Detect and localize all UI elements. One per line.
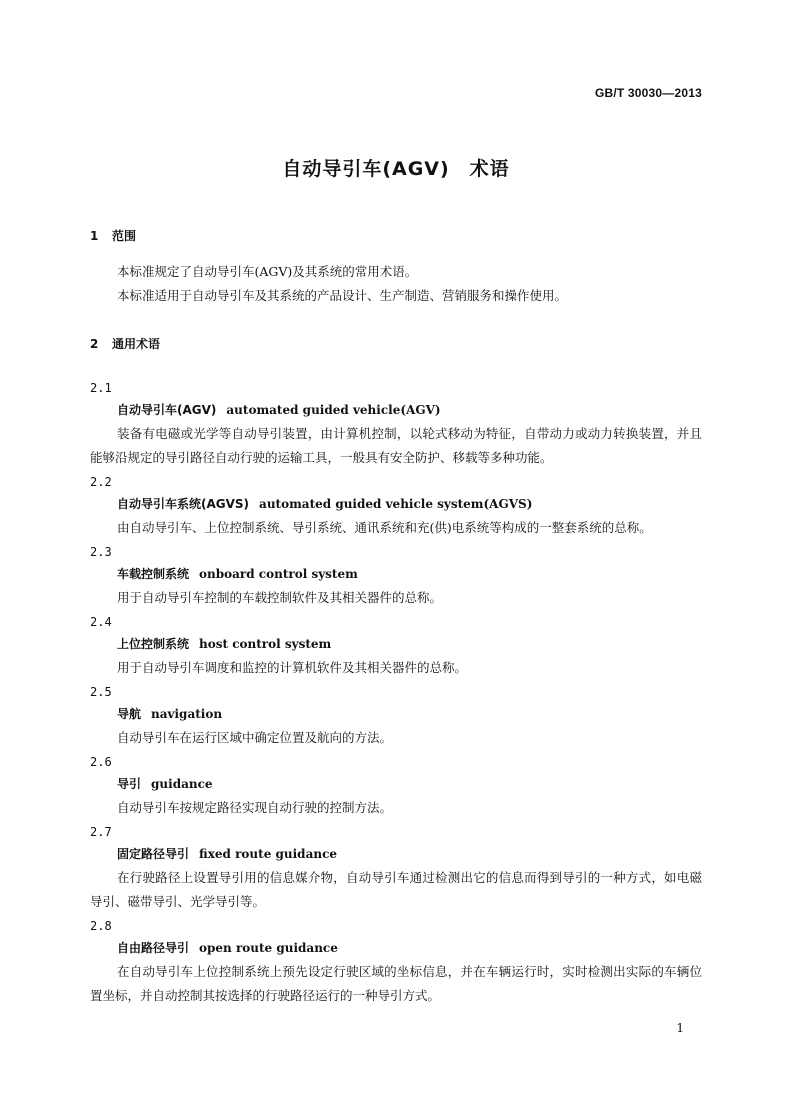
term-number: 2.8 (90, 919, 112, 933)
term-number: 2.2 (90, 475, 112, 489)
term-heading (90, 398, 702, 422)
term-definition: 用于自动导引车控制的车载控制软件及其相关器件的总称。 (117, 590, 443, 605)
term-heading (90, 492, 702, 516)
term-entry (90, 680, 702, 750)
term-english: automated guided vehicle system(AGVS) (259, 497, 533, 511)
term-number: 2.7 (90, 825, 112, 839)
term-heading (90, 702, 702, 726)
term-chinese: 上位控制系统 (117, 637, 190, 651)
term-number: 2.1 (90, 381, 112, 395)
section-number: 1 (90, 229, 99, 243)
term-entry (90, 750, 702, 820)
term-chinese: 自由路径导引 (117, 941, 190, 955)
term-number: 2.6 (90, 755, 112, 769)
section-number: 2 (90, 337, 99, 351)
term-number: 2.5 (90, 685, 112, 699)
term-english: automated guided vehicle(AGV) (226, 403, 441, 417)
term-chinese: 车载控制系统 (117, 567, 190, 581)
term-entry (90, 540, 702, 610)
page-number: 1 (676, 1021, 684, 1035)
term-definition: 由自动导引车、上位控制系统、导引系统、通讯系统和充(供)电系统等构成的一整套系统的总称。 (117, 520, 652, 535)
term-english: fixed route guidance (199, 847, 338, 861)
term-english: host control system (199, 637, 332, 651)
term-english: open route guidance (199, 941, 338, 955)
term-definition: 在自动导引车上位控制系统上预先设定行驶区域的坐标信息，并在车辆运行时，实时检测出实际的车辆位置坐标，并自动控制其按选择的行驶路径运行的一种导引方式。 (90, 964, 702, 1003)
term-entry (90, 610, 702, 680)
term-definition: 装备有电磁或光学等自动导引装置，由计算机控制，以轮式移动为特征，自带动力或动力转换装置，并且能够沿规定的导引路径自动行驶的运输工具，一般具有安全防护、移载等多种功能。 (90, 426, 702, 465)
term-heading (90, 936, 702, 960)
term-number: 2.4 (90, 615, 112, 629)
term-entry (90, 470, 702, 540)
term-chinese: 自动导引车系统(AGVS) (117, 497, 250, 511)
scope-paragraph: 本标准适用于自动导引车及其系统的产品设计、生产制造、营销服务和操作使用。 (117, 288, 568, 303)
standard-code: GB/T 30030—2013 (594, 86, 702, 100)
term-english: onboard control system (199, 567, 358, 581)
term-heading (90, 562, 702, 586)
term-chinese: 导航 (117, 707, 142, 721)
term-chinese: 导引 (117, 777, 142, 791)
section-title: 范围 (112, 229, 137, 243)
term-english: navigation (151, 707, 223, 721)
term-list (90, 376, 702, 1008)
section-title: 通用术语 (112, 337, 161, 351)
scope-paragraph: 本标准规定了自动导引车(AGV)及其系统的常用术语。 (117, 264, 418, 279)
term-definition: 自动导引车按规定路径实现自动行驶的控制方法。 (117, 800, 393, 815)
term-entry (90, 376, 702, 470)
term-heading (90, 632, 702, 656)
term-number: 2.3 (90, 545, 112, 559)
section-heading (90, 226, 702, 246)
document-body (90, 226, 702, 1008)
section-heading (90, 334, 702, 354)
term-definition: 自动导引车在运行区域中确定位置及航向的方法。 (117, 730, 393, 745)
document-title: 自动导引车(AGV) 术语 (282, 158, 510, 180)
term-chinese: 自动导引车(AGV) (117, 403, 217, 417)
term-entry (90, 820, 702, 914)
term-english: guidance (151, 777, 213, 791)
term-definition: 在行驶路径上设置导引用的信息媒介物，自动导引车通过检测出它的信息而得到导引的一种方式，如电磁导引、磁带导引、光学导引等。 (90, 870, 702, 909)
term-heading (90, 842, 702, 866)
term-entry (90, 914, 702, 1008)
term-heading (90, 772, 702, 796)
term-chinese: 固定路径导引 (117, 847, 190, 861)
term-definition: 用于自动导引车调度和监控的计算机软件及其相关器件的总称。 (117, 660, 468, 675)
